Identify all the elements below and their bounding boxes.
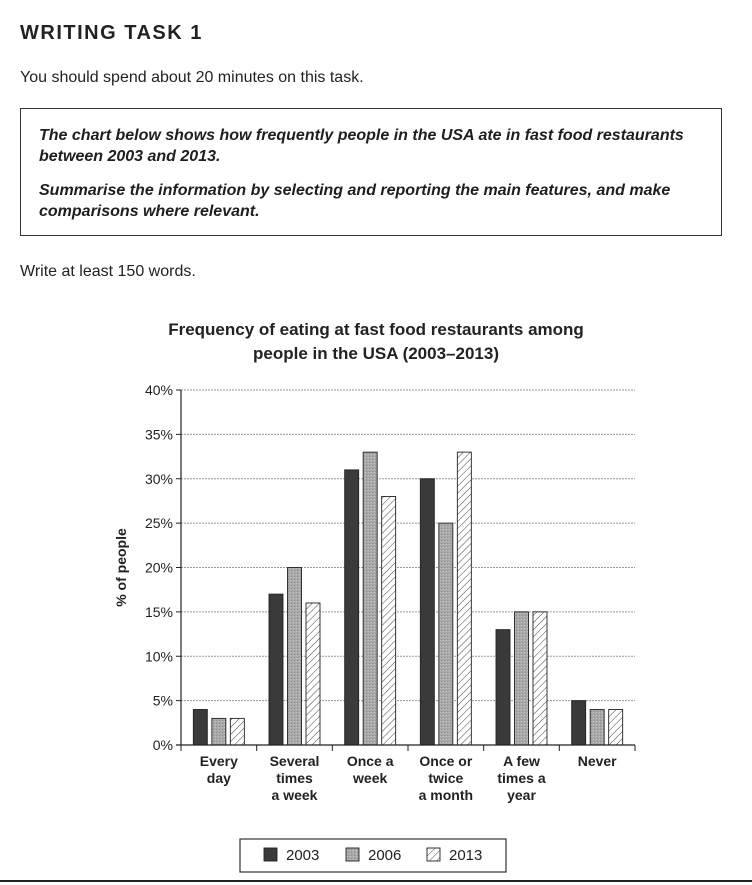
- bar-2006: [363, 452, 377, 745]
- legend-swatch-2013: [427, 848, 440, 861]
- chart-title-line: people in the USA (2003–2013): [253, 344, 499, 363]
- y-tick-label: 40%: [144, 382, 173, 398]
- legend-swatch-2003: [264, 848, 277, 861]
- task-prompt-description: The chart below shows how frequently people in the USA ate in fast food restaurants between 2003 and 2013.: [39, 127, 684, 165]
- bar-2003: [269, 594, 283, 745]
- chart-gridlines: [181, 390, 635, 701]
- chart-title-line: Frequency of eating at fast food restaurants among: [168, 320, 584, 339]
- y-tick-label: 20%: [144, 559, 173, 576]
- chart-legend: [240, 839, 506, 872]
- bar-2013: [609, 710, 623, 746]
- bar-2013: [382, 497, 396, 746]
- bar-2006: [212, 718, 226, 745]
- legend-label-2006: 2006: [368, 847, 402, 864]
- legend-swatch-2006: [346, 848, 359, 861]
- bar-2013: [306, 603, 320, 745]
- x-tick-label: Once a week: [346, 753, 394, 786]
- bar-2013: [230, 718, 244, 745]
- legend-label-2013: 2013: [449, 847, 483, 864]
- y-tick-label: 30%: [144, 470, 173, 487]
- x-axis: [176, 745, 635, 803]
- x-tick-label: Once or twice a month: [418, 753, 474, 803]
- y-axis-label: % of people: [113, 528, 129, 607]
- y-tick-label: 10%: [144, 648, 173, 665]
- y-tick-label: 35%: [144, 426, 173, 443]
- task-prompt-directive: Summarise the information by selecting and reporting the main features, and make comparisons where relevant.: [39, 182, 671, 220]
- page-bottom-rule: [0, 880, 752, 882]
- bar-2013: [533, 612, 547, 745]
- x-tick-label: Every day: [199, 753, 238, 786]
- bar-2003: [345, 470, 359, 745]
- bar-2003: [572, 701, 586, 745]
- bar-2006: [590, 710, 604, 746]
- legend-label-2003: 2003: [286, 847, 320, 864]
- chart-title: [168, 320, 584, 363]
- task-title: WRITING TASK 1: [20, 22, 203, 44]
- y-tick-label: 5%: [152, 692, 173, 709]
- y-tick-label: 25%: [144, 515, 173, 532]
- y-axis: [113, 382, 181, 753]
- bar-chart: [0, 300, 752, 875]
- x-tick-label: Several times a week: [269, 753, 320, 803]
- x-tick-label: Never: [577, 753, 617, 769]
- bar-2003: [193, 710, 207, 746]
- bar-2006: [515, 612, 529, 745]
- y-tick-label: 0%: [152, 737, 173, 753]
- word-count-instruction: Write at least 150 words.: [20, 263, 196, 280]
- bar-2003: [420, 479, 434, 745]
- bar-2013: [457, 452, 471, 745]
- bar-2006: [439, 523, 453, 745]
- task-instruction: You should spend about 20 minutes on this task.: [20, 69, 364, 86]
- bar-2006: [288, 568, 302, 746]
- bar-2003: [496, 630, 510, 745]
- task-prompt-box: [20, 108, 722, 236]
- y-tick-label: 15%: [144, 603, 173, 620]
- x-tick-label: A few times a year: [497, 753, 546, 803]
